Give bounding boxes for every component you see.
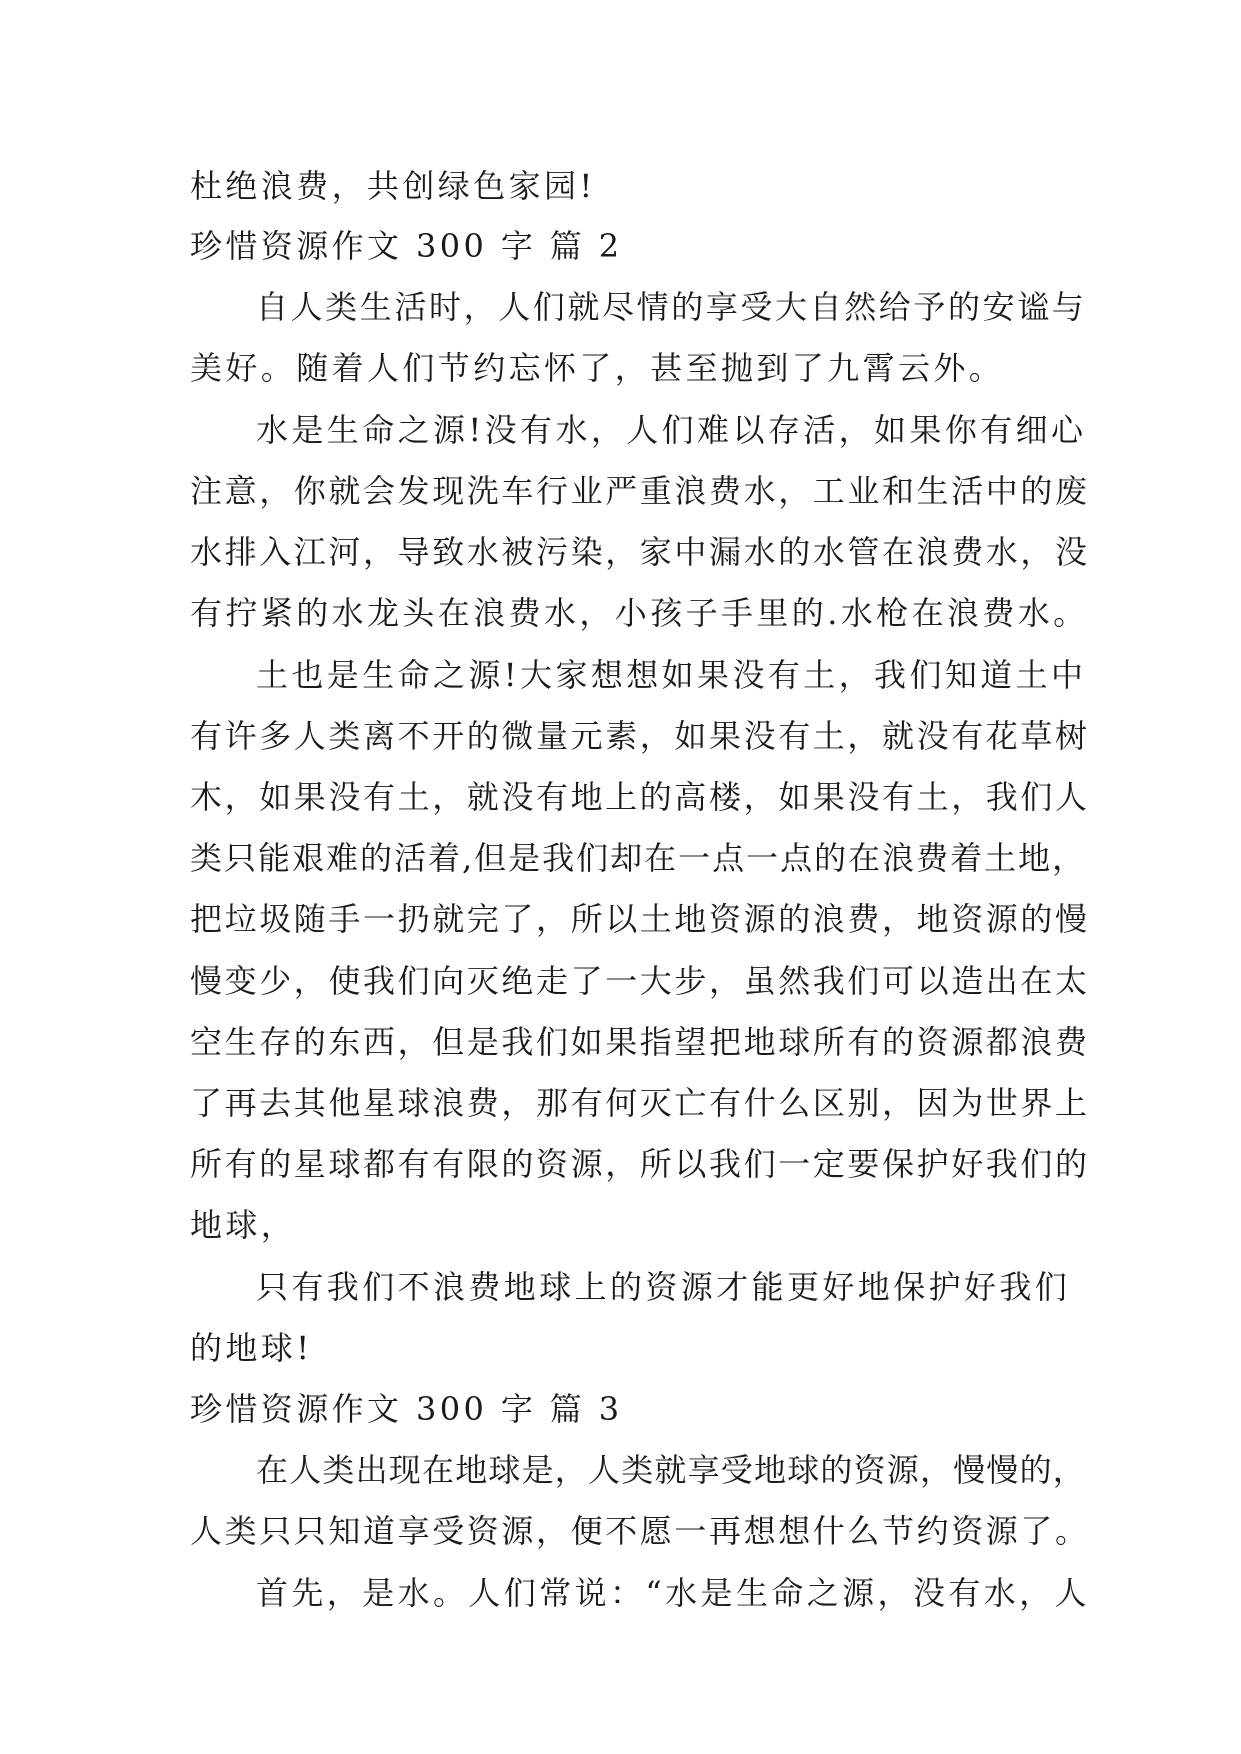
paragraph-line: 杜绝浪费，共创绿色家园!	[190, 167, 596, 205]
paragraph-line: 的地球!	[190, 1329, 313, 1367]
paragraph-line: 水排入江河，导致水被污染，家中漏水的水管在浪费水，没	[190, 533, 1090, 571]
paragraph-line: 把垃圾随手一扔就完了，所以土地资源的浪费，地资源的慢	[190, 900, 1090, 938]
paragraph-line: 类只能艰难的活着,但是我们却在一点一点的在浪费着土地，	[190, 839, 1087, 877]
paragraph-line: 水是生命之源!没有水，人们难以存活，如果你有细心	[256, 411, 1087, 449]
paragraph-line: 美好。随着人们节约忘怀了，甚至抛到了九霄云外。	[190, 349, 1005, 387]
section-heading: 珍惜资源作文 300 字 篇 2	[190, 227, 623, 265]
paragraph-line: 空生存的东西，但是我们如果指望把地球所有的资源都浪费	[190, 1023, 1090, 1061]
paragraph-line: 了再去其他星球浪费，那有何灭亡有什么区别，因为世界上	[190, 1084, 1090, 1122]
paragraph-line: 只有我们不浪费地球上的资源才能更好地保护好我们	[256, 1268, 1071, 1306]
paragraph-line: 首先，是水。人们常说：“水是生命之源，没有水，人	[256, 1574, 1090, 1612]
paragraph-line: 土也是生命之源!大家想想如果没有土，我们知道土中	[256, 656, 1087, 694]
paragraph-line: 所有的星球都有有限的资源，所以我们一定要保护好我们的	[190, 1145, 1090, 1183]
paragraph-line: 注意，你就会发现洗车行业严重浪费水，工业和生活中的废	[190, 472, 1090, 510]
section-heading: 珍惜资源作文 300 字 篇 3	[190, 1390, 623, 1428]
paragraph-line: 人类只只知道享受资源，便不愿一再想想什么节约资源了。	[190, 1512, 1090, 1550]
paragraph-line: 地球，	[190, 1206, 297, 1244]
paragraph-line: 慢变少，使我们向灭绝走了一大步，虽然我们可以造出在太	[190, 962, 1090, 1000]
paragraph-line: 在人类出现在地球是，人类就享受地球的资源，慢慢的，	[256, 1451, 1087, 1489]
paragraph-line: 有拧紧的水龙头在浪费水，小孩子手里的.水枪在浪费水。	[190, 594, 1089, 632]
paragraph-line: 有许多人类离不开的微量元素，如果没有土，就没有花草树	[190, 717, 1090, 755]
paragraph-line: 木，如果没有土，就没有地上的高楼，如果没有土，我们人	[190, 778, 1090, 816]
paragraph-line: 自人类生活时，人们就尽情的享受大自然给予的安谧与	[256, 288, 1087, 326]
